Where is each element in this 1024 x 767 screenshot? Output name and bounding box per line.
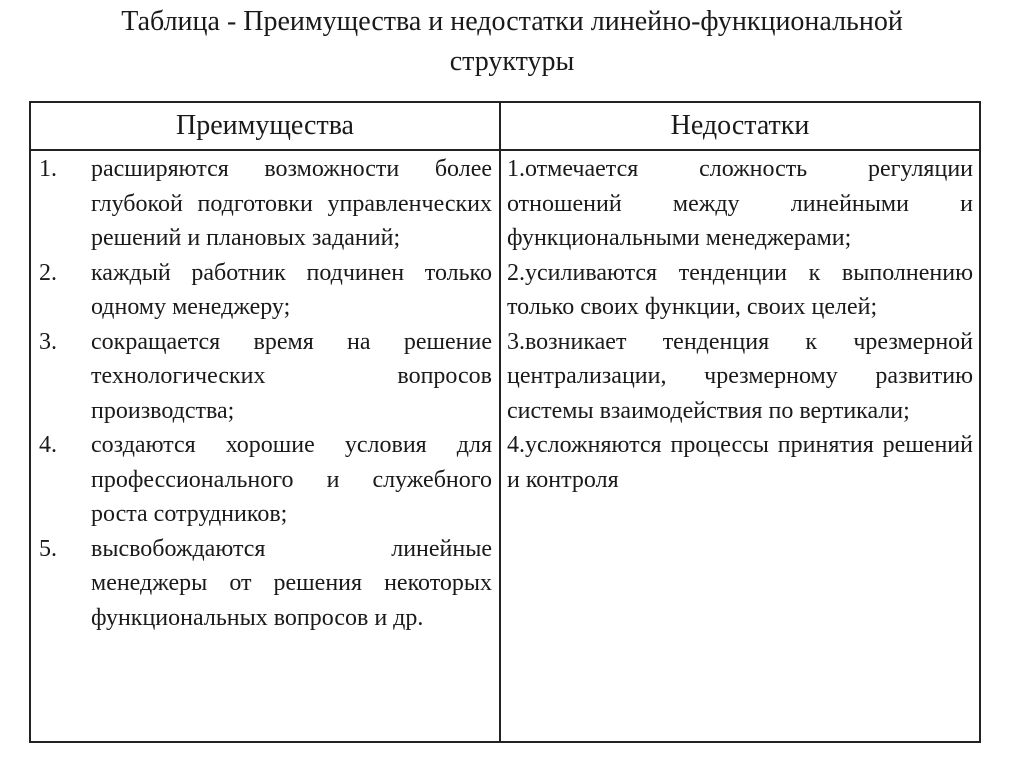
advantages-list [39, 152, 492, 635]
advantage-number: 4. [39, 432, 57, 458]
title-line-2: структуры [449, 46, 575, 77]
advantage-number: 5. [39, 535, 57, 562]
advantage-text: каждый работник подчинен только одному менеджеру; [91, 259, 492, 320]
advantage-item [39, 152, 492, 256]
advantage-number: 1. [39, 156, 57, 182]
header-disadvantages: Недостатки [500, 102, 980, 150]
disadvantage-item: 2.усиливаются тенденции к выполнению только своих функции, своих целей; [507, 259, 973, 320]
advantages-disadvantages-table [29, 101, 981, 743]
disadvantage-item: 3.возникает тенденция к чрезмерной централизации, чрезмерному развитию системы взаимодействия по вертикали; [507, 328, 973, 424]
page-title [0, 2, 1024, 82]
disadvantages-cell [500, 150, 980, 742]
advantage-item [39, 256, 492, 325]
table-header-row [30, 102, 980, 150]
advantage-text: расширяются возможности более глубокой подготовки управленческих решений и плановых заданий; [91, 156, 492, 251]
advantage-item [39, 428, 492, 532]
advantage-number: 2. [39, 259, 57, 286]
advantage-item [39, 325, 492, 429]
header-advantages: Преимущества [30, 102, 500, 150]
title-line-1: Таблица - Преимущества и недостатки линейно-функциональной [121, 6, 903, 37]
advantage-number: 3. [39, 328, 57, 355]
advantages-cell [30, 150, 500, 742]
disadvantage-item: 1.отмечается сложность регуляции отношений между линейными и функциональными менеджерами; [507, 156, 973, 251]
advantage-text: высвобождаются линейные менеджеры от решения некоторых функциональных вопросов и др. [91, 535, 492, 631]
advantage-item [39, 532, 492, 636]
advantage-text: сокращается время на решение технологических вопросов производства; [91, 328, 492, 424]
advantage-text: создаются хорошие условия для профессионального и служебного роста сотрудников; [91, 432, 492, 527]
table-body-row [30, 150, 980, 742]
disadvantage-item: 4.усложняются процессы принятия решений и контроля [507, 432, 973, 493]
disadvantages-list [507, 152, 973, 497]
